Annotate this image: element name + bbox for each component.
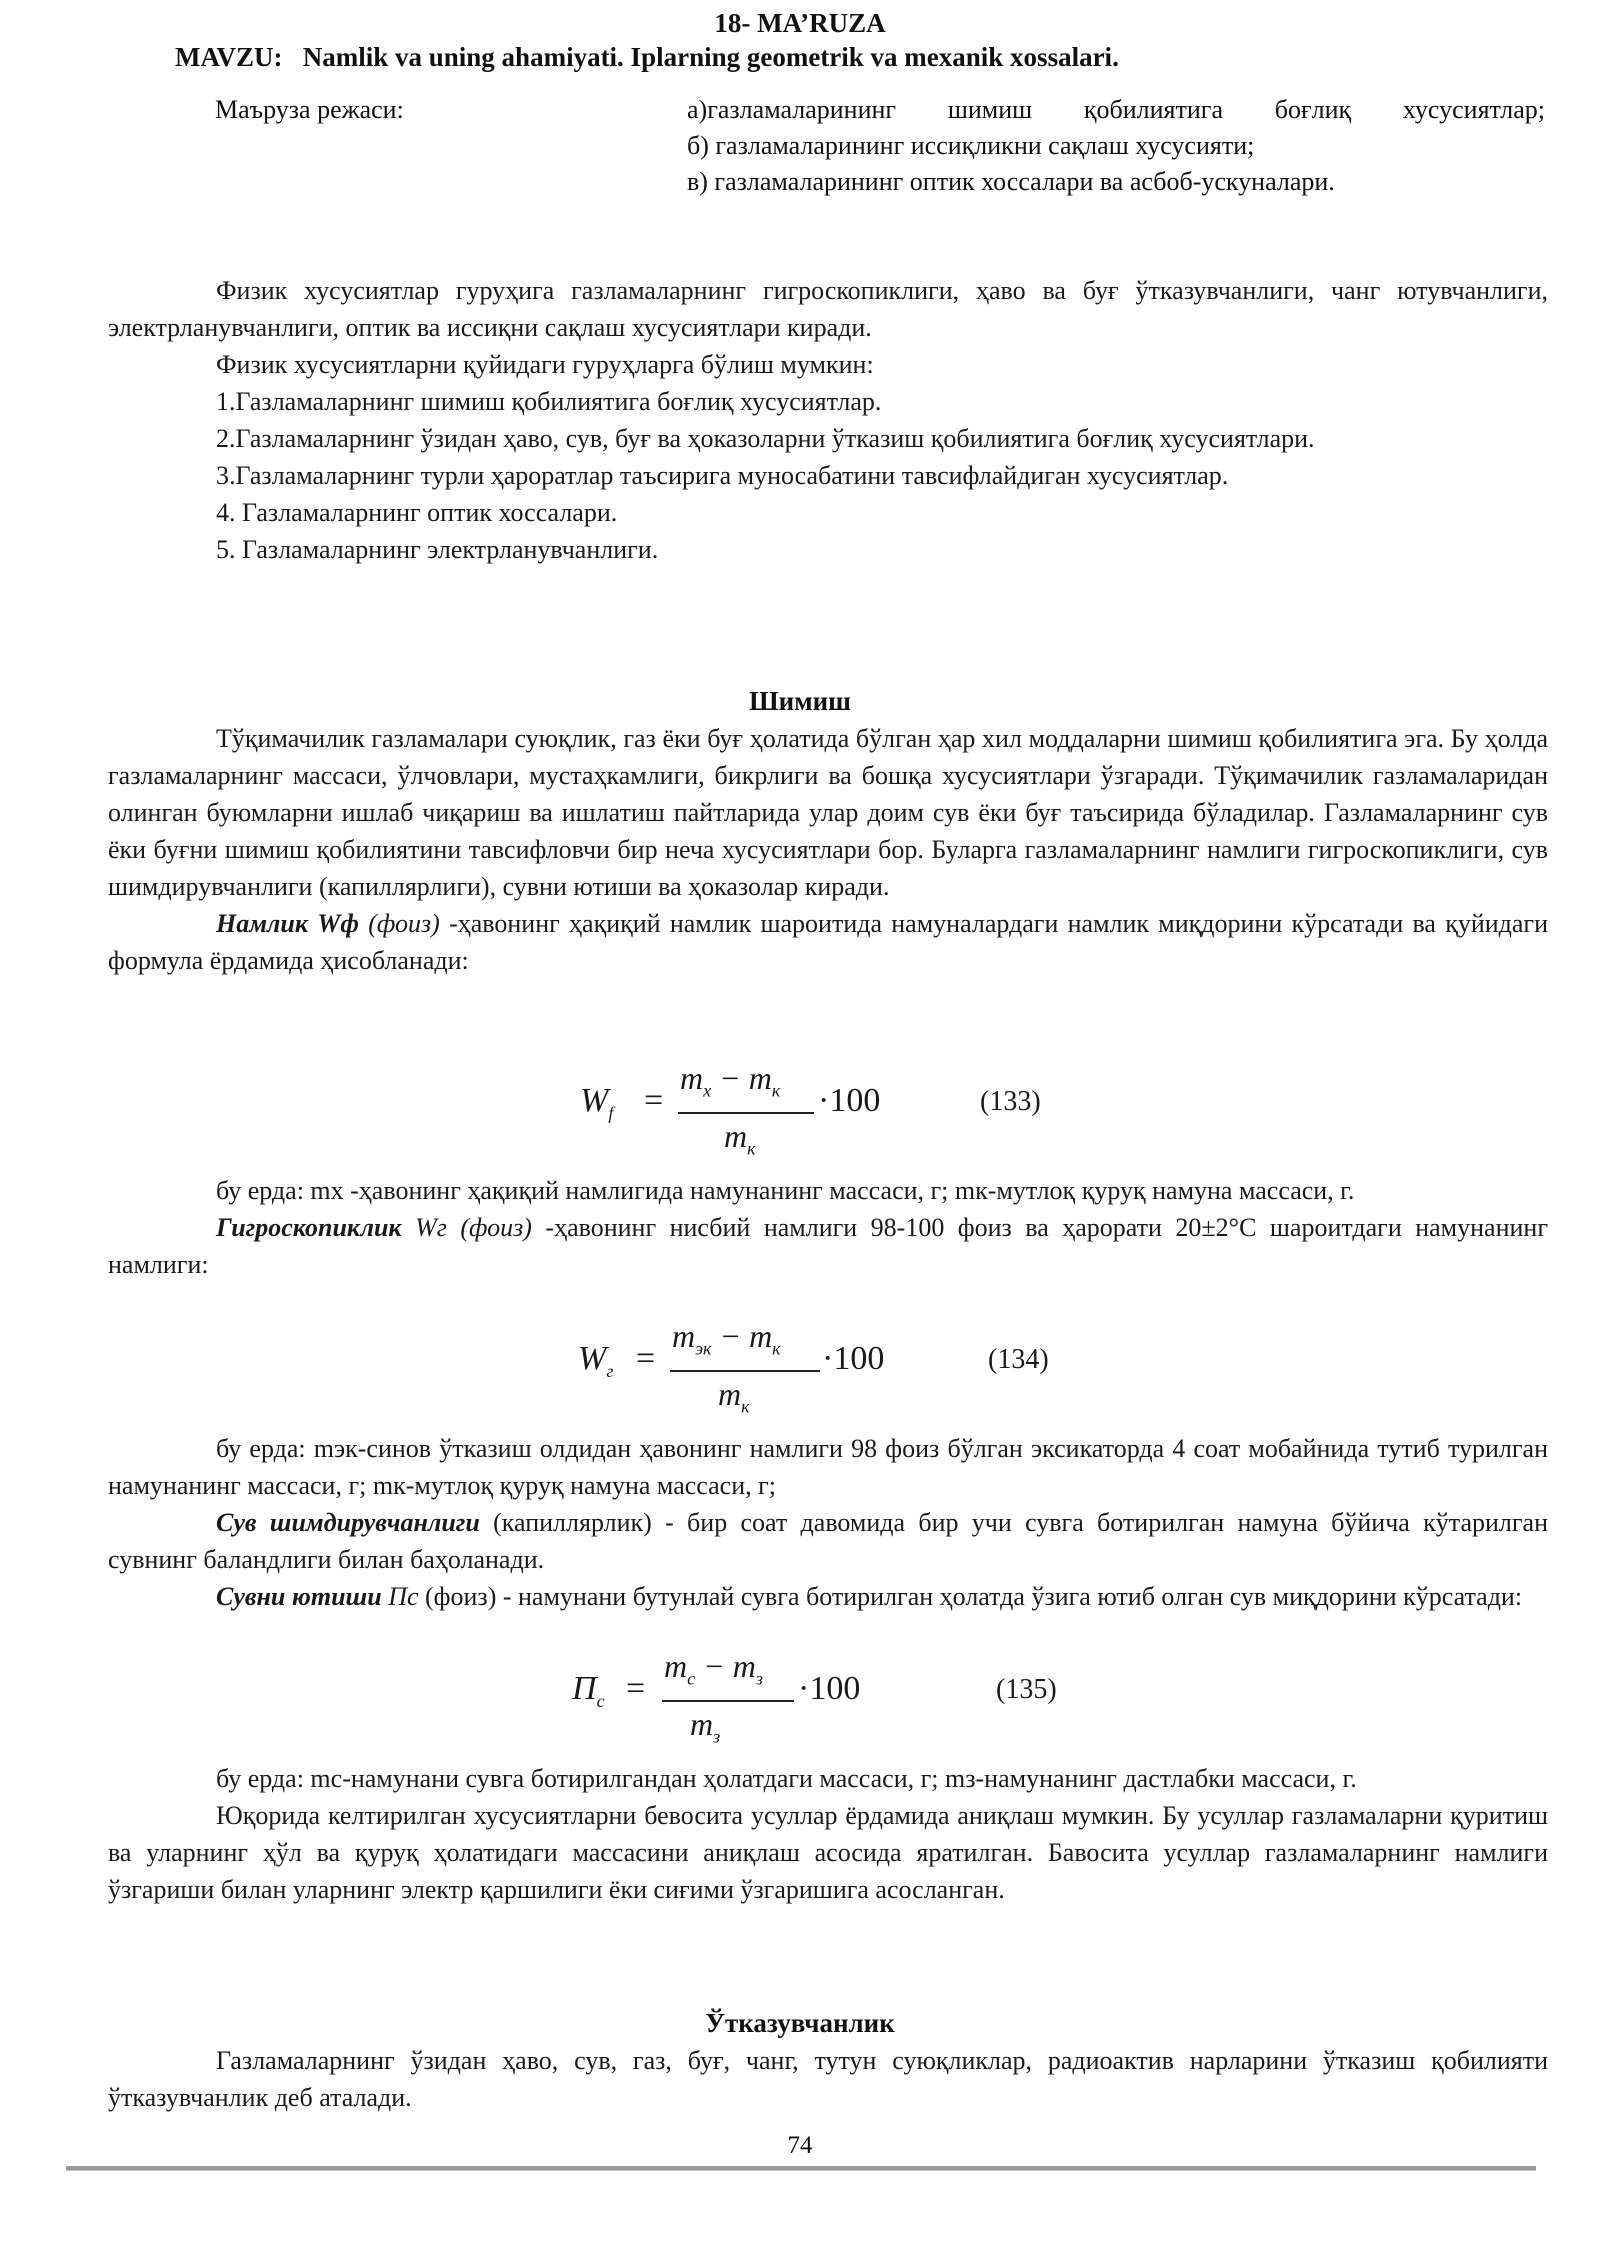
list-item: 5. Газламаларнинг электрланувчанлиги. <box>216 535 659 564</box>
formula-numerator: $m_с - m_з$ <box>664 1648 763 1689</box>
equals-sign: = <box>644 1082 664 1119</box>
term-suvni-yutishi: Сувни ютиши <box>216 1582 382 1611</box>
fraction-bar <box>678 1112 814 1114</box>
formula-lhs: $П_с$ <box>572 1670 605 1711</box>
symbol: Wг (фоиз) <box>415 1213 532 1242</box>
fraction-bar <box>662 1700 794 1702</box>
plan-item: б) газламаларининг иссиқликни сақлаш хусусияти; <box>687 131 1255 160</box>
symbol: Пс <box>388 1582 419 1611</box>
paragraph: Физик хусусиятларни қуйидаги гуруҳларга бўлиш мумкин: <box>216 350 874 379</box>
fraction-bar <box>670 1370 820 1372</box>
list-item: 4. Газламаларнинг оптик хоссалари. <box>216 498 618 527</box>
equation-number: (134) <box>988 1344 1049 1375</box>
page-number: 74 <box>787 2132 813 2159</box>
definition-text: -ҳавонинг ҳақиқий намлик шароитида намуналардаги намлик миқдорини кўрсатади ва қуйидаги формула ёрдамида ҳисобланади: <box>108 909 1549 975</box>
formula-explanation: бу ерда: mх -ҳавонинг ҳақиқий намлигида намунанинг массаси, г; mк-мутлоқ қуруқ намуна массаси, г. <box>216 1176 1355 1205</box>
formula-explanation: бу ерда: mс-намунани сувга ботирилгандан ҳолатдаги массаси, г; mз-намунанинг дастлабки массаси, г. <box>216 1764 1357 1793</box>
definition-text: -ҳавонинг нисбий намлиги 98-100 фоиз ва ҳарорати 20±2°С шароитдаги намунанинг намлиги: <box>108 1213 1548 1279</box>
formula-denominator: $m_з$ <box>690 1706 721 1747</box>
intro-section <box>108 272 1548 568</box>
paragraph: Юқорида келтирилган хусусиятларни бевосита усуллар ёрдамида аниқлаш мумкин. Бу усуллар газламаларни қуритиш ва уларнинг ҳўл ва қуруқ ҳолатидаги массасини аниқлаш асосида яратилган. Бавосита усуллар газламаларнинг намлиги ўзгариши билан уларнинг электр қаршилиги ёки сиғими ўзгаришига асосланган. <box>108 1801 1548 1904</box>
formula-135 <box>572 1648 1092 1758</box>
list-item: 2.Газламаларнинг ўзидан ҳаво, сув, буғ ва ҳоказоларни ўтказиш қобилиятига боғлиқ хусусиятлари. <box>216 424 1315 453</box>
paragraph-block <box>108 1172 1548 1283</box>
paragraph-block <box>108 1760 1548 1908</box>
plan-label: Маъруза режаси: <box>215 95 404 124</box>
term-namlik: Намлик Wф <box>216 909 359 938</box>
equals-sign: = <box>636 1340 656 1377</box>
formula-lhs: $W_f$ <box>580 1082 614 1123</box>
paragraph: Физик хусусиятлар гуруҳига газламаларнинг гигроскопиклиги, ҳаво ва буғ ўтказувчанлиги, чанг ютувчанлиги, электрланувчанлиги, оптик ва иссиқни сақлаш хусусиятлари киради. <box>108 276 1548 342</box>
definition-text: (капиллярлик) - бир соат давомида бир учи сувга ботирилган намуна бўйича кўтарилган сувнинг баландлиги билан баҳоланади. <box>108 1508 1548 1574</box>
formula-numerator: $m_{эк} - m_к$ <box>672 1318 781 1359</box>
formula-133 <box>580 1060 1100 1170</box>
section-title-otkazuvchanlik: Ўтказувчанлик <box>705 2008 895 2038</box>
list-item: 1.Газламаларнинг шимиш қобилиятига боғлиқ хусусиятлар. <box>216 387 882 416</box>
term-gigroskopiklik: Гигроскопиклик <box>216 1213 402 1242</box>
formula-multiplier: ·100 <box>798 1670 861 1707</box>
plan-items <box>687 92 1545 200</box>
topic-heading: MAVZU: Namlik va uning ahamiyati. Iplarning geometrik va mexanik xossalari. <box>175 42 1119 72</box>
equation-number: (135) <box>996 1674 1057 1705</box>
equals-sign: = <box>626 1670 646 1707</box>
paragraph-block <box>108 1430 1548 1615</box>
equation-number: (133) <box>980 1086 1041 1117</box>
suv-paragraph <box>108 1504 1548 1578</box>
formula-denominator: $m_к$ <box>724 1118 756 1159</box>
formula-multiplier: ·100 <box>818 1082 881 1119</box>
section-title-shimish: Шимиш <box>749 686 851 716</box>
shimish-section <box>108 720 1548 979</box>
plan-item: в) газламаларининг оптик хоссалари ва асбоб-ускуналари. <box>687 167 1335 196</box>
unit: (фоиз) <box>368 909 440 938</box>
paragraph: Тўқимачилик газламалари суюқлик, газ ёки буғ ҳолатида бўлган ҳар хил моддаларни шимиш қобилиятига эга. Бу ҳолда газламаларнинг массаси, ўлчовлари, мустаҳкамлиги, бикрлиги ва бошқа хусусиятлари ўзгаради. Тўқимачилик газламаларидан олинган буюмларни ишлаб чиқариш ва ишлатиш пайтларида улар доим сув ёки буғ таъсирида бўладилар. Газламаларнинг сув ёки буғни шимиш қобилиятини тавсифловчи бир неча хусусиятлари бор. Буларга газламаларнинг намлиги гигроскопиклиги, сув шимдирувчанлиги (капиллярлиги), сувни ютиши ва ҳоказолар киради. <box>108 724 1548 901</box>
gigro-paragraph <box>108 1209 1548 1283</box>
lecture-number-heading: 18- MA’RUZA <box>714 8 886 38</box>
formula-numerator: $m_x - m_к$ <box>680 1060 781 1101</box>
definition-text: (фоиз) - намунани бутунлай сувга ботирилган ҳолатда ўзига ютиб олган сув миқдорини кўрсатади: <box>418 1582 1523 1611</box>
formula-denominator: $m_к$ <box>718 1376 750 1417</box>
formula-explanation: бу ерда: mэк-синов ўтказиш олдидан ҳавонинг намлиги 98 фоиз бўлган эксикаторда 4 соат мобайнида тутиб турилган намунанинг массаси, г; mк-мутлоқ қуруқ намуна массаси, г; <box>108 1434 1548 1500</box>
footer-divider <box>66 2166 1536 2171</box>
paragraph: Газламаларнинг ўзидан ҳаво, сув, газ, буғ, чанг, тутун суюқликлар, радиоактив нарларини ўтказиш қобилияти ўтказувчанлик деб аталади. <box>108 2046 1548 2112</box>
formula-lhs: $W_г$ <box>578 1340 614 1381</box>
plan-item: а)газламаларининг шимиш қобилиятига боғлиқ хусусиятлар; <box>687 95 1545 124</box>
yutish-paragraph <box>108 1578 1548 1615</box>
list-item: 3.Газламаларнинг турли ҳароратлар таъсирига муносабатини тавсифлайдиган хусусиятлар. <box>216 461 1229 490</box>
formula-multiplier: ·100 <box>822 1340 885 1377</box>
term-suv-shimdiruvchanligi: Сув шимдирувчанлиги <box>216 1508 480 1537</box>
formula-134 <box>578 1318 1098 1428</box>
namlik-paragraph <box>108 905 1548 979</box>
otkazuvchanlik-section <box>108 2042 1548 2116</box>
